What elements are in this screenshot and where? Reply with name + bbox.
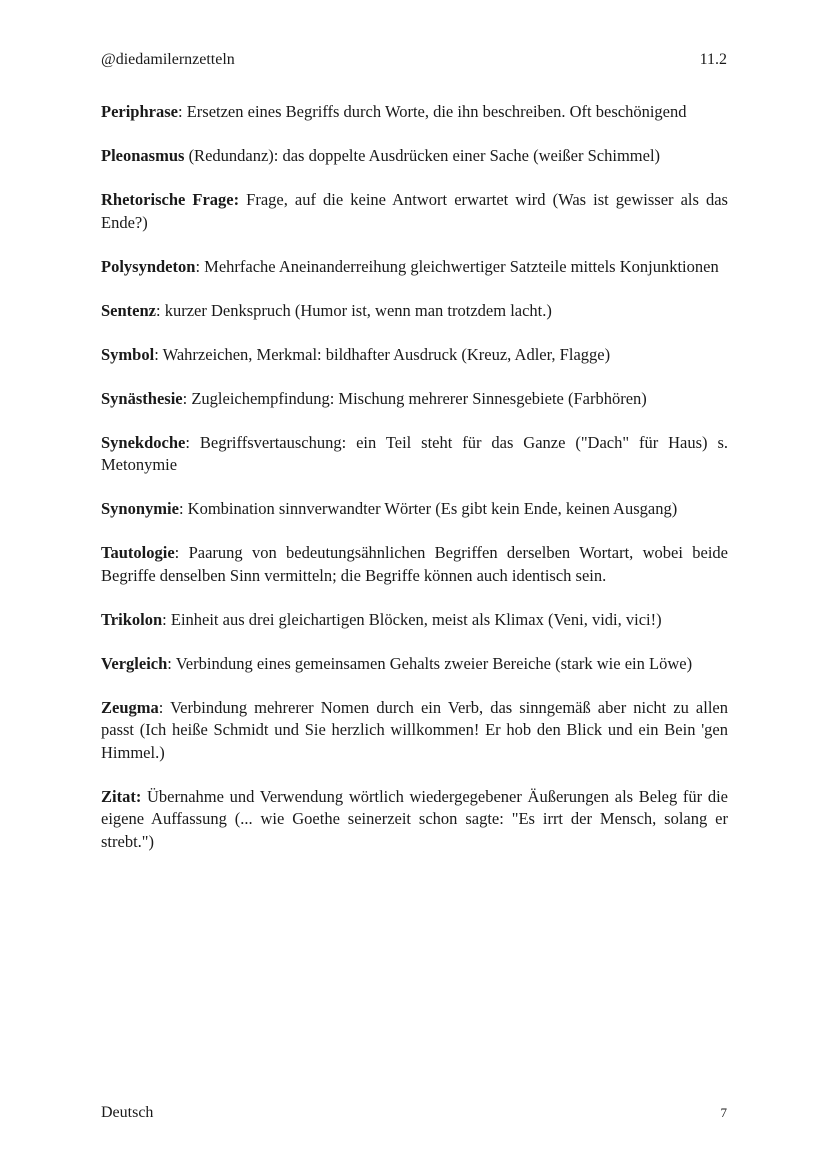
glossary-entry <box>101 189 728 234</box>
entry-term: Synekdoche <box>101 432 186 452</box>
entry-definition: Ersetzen eines Begriffs durch Worte, die ihn beschreiben. Oft beschönigend <box>186 102 687 121</box>
entry-definition: Verbindung mehrerer Nomen durch ein Verb, das sinngemäß aber nicht zu allen passt (Ich heiße Schmidt und Sie herzlich willkommen! Er hob den Blick und ein Bein 'gen Himmel.) <box>101 697 728 762</box>
entry-term: Vergleich <box>101 653 168 673</box>
entry-definition: (Redundanz): das doppelte Ausdrücken einer Sache (weißer Schimmel) <box>188 146 661 165</box>
entry-term: Pleonasmus <box>101 146 185 165</box>
subject-label: Deutsch <box>101 1104 154 1121</box>
entry-term: Polysyndeton <box>101 256 196 276</box>
entry-definition: Frage, auf die keine Antwort erwartet wird (Was ist gewisser als das Ende?) <box>101 190 728 232</box>
entry-separator: : <box>178 499 188 518</box>
entry-term: Sentenz <box>101 300 156 320</box>
entry-definition: Übernahme und Verwendung wörtlich wiedergegebener Äußerungen als Beleg für die eigene Auffassung (... wie Goethe seinerzeit schon sagte: "Es irrt der Mensch, solang er strebt.") <box>101 786 728 851</box>
entry-term: Rhetorische Frage: <box>101 190 240 209</box>
entry-separator: : <box>185 432 200 452</box>
entry-separator: : <box>158 697 171 717</box>
entry-definition: Zugleichempfindung: Mischung mehrerer Sinnesgebiete (Farbhören) <box>191 388 647 408</box>
entry-separator: : <box>154 344 163 364</box>
glossary-entry <box>101 256 728 279</box>
class-label: 11.2 <box>699 51 727 68</box>
glossary-entry <box>101 609 728 632</box>
glossary-entry <box>101 145 728 168</box>
glossary-entry <box>101 786 728 854</box>
entry-term: Zitat: <box>101 786 142 806</box>
entry-definition: Paarung von bedeutungsähnlichen Begriffen derselben Wortart, wobei beide Begriffe denselben Sinn vermitteln; die Begriffe können auch identisch sein. <box>101 543 728 585</box>
entry-definition: Begriffsvertauschung: ein Teil steht für das Ganze ("Dach" für Haus) s. Metonymie <box>101 432 728 474</box>
page-footer <box>101 1103 727 1123</box>
glossary-list <box>101 101 728 875</box>
entry-separator: : <box>167 653 176 673</box>
glossary-entry <box>101 542 728 587</box>
glossary-entry <box>101 697 728 765</box>
glossary-entry <box>101 101 728 124</box>
entry-term: Tautologie <box>101 543 175 562</box>
entry-definition: Wahrzeichen, Merkmal: bildhafter Ausdruck (Kreuz, Adler, Flagge) <box>162 344 611 364</box>
page-number: 7 <box>720 1105 727 1120</box>
entry-term: Trikolon <box>101 609 163 629</box>
entry-definition: Kombination sinnverwandter Wörter (Es gibt kein Ende, keinen Ausgang) <box>187 499 678 518</box>
page-header <box>101 50 727 70</box>
entry-definition: Einheit aus drei gleichartigen Blöcken, meist als Klimax (Veni, vidi, vici!) <box>170 609 662 629</box>
entry-definition: Mehrfache Aneinanderreihung gleichwertiger Satzteile mittels Konjunktionen <box>204 256 719 276</box>
glossary-entry <box>101 344 728 367</box>
entry-definition: kurzer Denkspruch (Humor ist, wenn man trotzdem lacht.) <box>164 300 552 320</box>
entry-term: Symbol <box>101 344 155 364</box>
entry-definition: Verbindung eines gemeinsamen Gehalts zweier Bereiche (stark wie ein Löwe) <box>175 653 693 673</box>
entry-separator: : <box>162 609 171 629</box>
glossary-entry <box>101 432 728 477</box>
author-handle: @diedamilernzetteln <box>101 51 235 68</box>
entry-separator: : <box>156 300 165 320</box>
glossary-entry <box>101 653 728 676</box>
entry-term: Synästhesie <box>101 388 183 408</box>
entry-term: Zeugma <box>101 697 159 717</box>
entry-separator: : <box>182 388 192 408</box>
glossary-entry <box>101 300 728 323</box>
entry-term: Synonymie <box>101 499 179 518</box>
entry-separator: : <box>174 543 189 562</box>
entry-separator: : <box>177 102 187 121</box>
entry-term: Periphrase <box>101 102 178 121</box>
entry-separator: : <box>195 256 205 276</box>
glossary-entry <box>101 498 728 521</box>
glossary-entry <box>101 388 728 411</box>
